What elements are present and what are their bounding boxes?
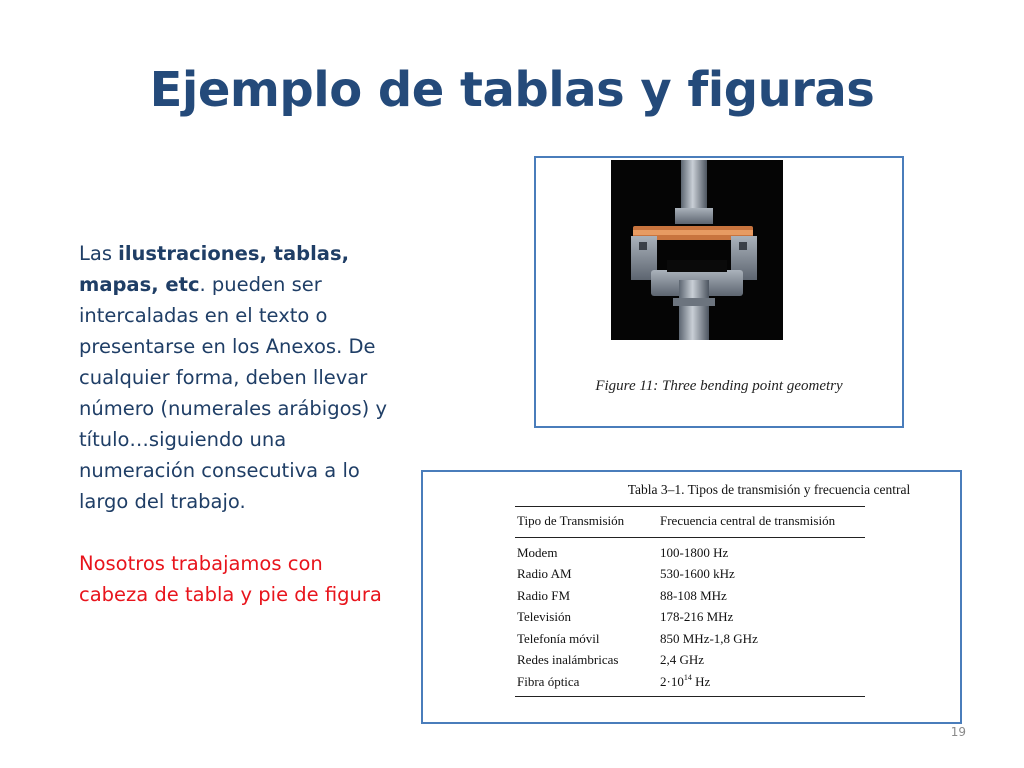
- table-box: [421, 470, 962, 724]
- fiber-unit: Hz: [691, 674, 711, 690]
- table-cell: Fibra óptica: [517, 673, 580, 689]
- table-cell: 100-1800 Hz: [660, 544, 729, 560]
- table-row: [515, 628, 865, 650]
- body-text: [79, 238, 389, 610]
- body-text-rest: . pueden ser intercaladas en el texto o presentarse en los Anexos. De cualquier forma, deben llevar número (numerales arábigos) y título…siguiendo una numeración consecutiva a lo largo del trabajo.: [79, 273, 388, 513]
- table-row: [515, 542, 865, 564]
- body-paragraph: [79, 238, 389, 517]
- table-bottom-rule: [515, 696, 865, 697]
- table-cell: 850 MHz-1,8 GHz: [660, 630, 758, 646]
- table-header-cell: Tipo de Transmisión: [517, 513, 625, 528]
- table-row: [515, 671, 865, 693]
- table-row: [515, 585, 865, 607]
- table-cell: Telefonía móvil: [517, 630, 600, 646]
- table-row: [515, 607, 865, 629]
- fiber-base: 2·10: [660, 674, 684, 690]
- table-cell: Televisión: [517, 609, 571, 625]
- slide-title: Ejemplo de tablas y figuras: [149, 62, 875, 118]
- table-row: [515, 564, 865, 586]
- table-cell: 530-1600 kHz: [660, 566, 735, 582]
- body-text-bold: ilustraciones, tablas, mapas, etc: [79, 242, 349, 296]
- table-header-row: [515, 507, 865, 535]
- table-header-rule: [515, 537, 865, 538]
- bending-fixture-icon: [611, 160, 783, 340]
- table-caption: Tabla 3–1. Tipos de transmisión y frecuencia central: [627, 482, 911, 497]
- body-text-lead: Las: [79, 242, 119, 265]
- table-cell: 178-216 MHz: [660, 609, 734, 625]
- table-cell: Redes inalámbricas: [517, 652, 619, 668]
- table-header-cell: Frecuencia central de transmisión: [660, 513, 836, 528]
- table-cell: 2,4 GHz: [660, 652, 705, 668]
- table-cell: 88-108 MHz: [660, 587, 727, 603]
- page-number: 19: [950, 725, 966, 739]
- table-cell: Radio AM: [517, 566, 572, 582]
- figure-box: [534, 156, 904, 428]
- table-cell-fiber: [660, 673, 865, 690]
- table-cell: Modem: [517, 544, 558, 560]
- figure-caption: Figure 11: Three bending point geometry: [595, 378, 843, 394]
- table-cell: Radio FM: [517, 587, 571, 603]
- fiber-exponent: 14: [683, 673, 692, 683]
- bending-fixture-photo: [611, 160, 783, 340]
- frequency-table: [515, 506, 865, 697]
- table-row: [515, 650, 865, 672]
- highlight-paragraph: Nosotros trabajamos con cabeza de tabla y pie de figura: [79, 552, 382, 606]
